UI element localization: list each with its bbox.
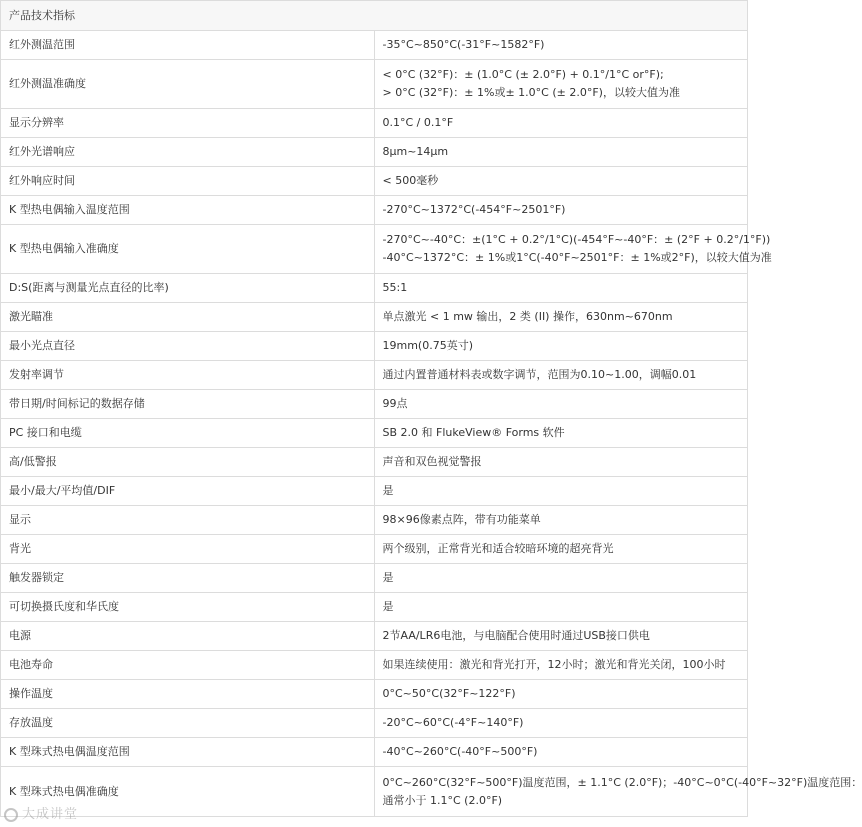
table-row [1, 767, 748, 817]
table-row [1, 622, 748, 651]
spec-value [374, 60, 748, 109]
table-row [1, 680, 748, 709]
table-row [1, 196, 748, 225]
spec-value-line: < 500毫秒 [382, 174, 439, 187]
spec-value-line: 是 [382, 600, 394, 613]
spec-value-line: 8μm~14μm [382, 145, 449, 158]
spec-label: PC 接口和电缆 [1, 419, 375, 448]
spec-value-line: 99点 [382, 397, 408, 410]
spec-value [374, 196, 748, 225]
spec-label: K 型热电偶输入温度范围 [1, 196, 375, 225]
spec-value-line: 单点激光 < 1 mw 输出，2 类 (II) 操作，630nm~670nm [382, 310, 673, 323]
spec-label: 电源 [1, 622, 375, 651]
spec-label: 最小光点直径 [1, 332, 375, 361]
spec-label: D:S(距离与测量光点直径的比率) [1, 274, 375, 303]
spec-value-line: 2节AA/LR6电池，与电脑配合使用时通过USB接口供电 [382, 629, 650, 642]
spec-value-line: 98×96像素点阵，带有功能菜单 [382, 513, 541, 526]
spec-label: K 型珠式热电偶准确度 [1, 767, 375, 817]
table-row [1, 535, 748, 564]
spec-value [374, 361, 748, 390]
spec-label: 操作温度 [1, 680, 375, 709]
spec-value [374, 767, 862, 817]
spec-value [374, 564, 748, 593]
table-row [1, 477, 748, 506]
spec-value [374, 477, 748, 506]
spec-value-line: 通常小于 1.1°C (2.0°F) [382, 793, 503, 807]
spec-value-line: -270°C~1372°C(-454°F~2501°F) [382, 203, 566, 216]
spec-label: 带日期/时间标记的数据存储 [1, 390, 375, 419]
watermark-text: 大成讲堂 [22, 807, 79, 822]
spec-value-line: 如果连续使用：激光和背光打开，12小时；激光和背光关闭，100小时 [382, 658, 726, 671]
spec-label: 最小/最大/平均值/DIF [1, 477, 375, 506]
spec-value-line: 是 [382, 484, 394, 497]
spec-value [374, 680, 748, 709]
spec-value [374, 448, 748, 477]
spec-label: 发射率调节 [1, 361, 375, 390]
spec-label: 可切换摄氏度和华氏度 [1, 593, 375, 622]
spec-value [374, 738, 748, 767]
table-row [1, 109, 748, 138]
spec-value [374, 225, 772, 274]
table-row [1, 738, 748, 767]
spec-label: 显示 [1, 506, 375, 535]
spec-value [374, 506, 748, 535]
spec-value-line: 55:1 [382, 281, 408, 294]
spec-value-line: -35°C~850°C(-31°F~1582°F) [382, 38, 545, 51]
watermark-logo-icon [4, 808, 18, 822]
spec-value-line: -20°C~60°C(-4°F~140°F) [382, 716, 524, 729]
table-row [1, 419, 748, 448]
table-row [1, 390, 748, 419]
table-row [1, 593, 748, 622]
table-row [1, 506, 748, 535]
spec-value-line: 两个级别，正常背光和适合较暗环境的超亮背光 [382, 542, 614, 555]
spec-value [374, 138, 748, 167]
spec-value [374, 419, 748, 448]
spec-value-line: > 0°C (32°F)：± 1%或± 1.0°C (± 2.0°F)，以较大值为准 [382, 86, 680, 99]
table-row [1, 448, 748, 477]
table-row [1, 709, 748, 738]
spec-value-line: 0°C~50°C(32°F~122°F) [382, 687, 516, 700]
spec-label: 红外测温准确度 [1, 60, 375, 109]
table-row [1, 138, 748, 167]
table-row [1, 332, 748, 361]
spec-value [374, 622, 748, 651]
spec-value [374, 332, 748, 361]
spec-label: 激光瞄准 [1, 303, 375, 332]
table-row [1, 225, 748, 274]
spec-value [374, 274, 748, 303]
spec-value-line: 通过内置普通材料表或数字调节，范围为0.10~1.00，调幅0.01 [382, 368, 697, 381]
table-row [1, 60, 748, 109]
table-row [1, 651, 748, 680]
table-header: 产品技术指标 [1, 1, 748, 31]
spec-value [374, 593, 748, 622]
table-row [1, 31, 748, 60]
spec-label: 背光 [1, 535, 375, 564]
spec-label: 红外响应时间 [1, 167, 375, 196]
spec-label: K 型热电偶输入准确度 [1, 225, 375, 274]
spec-value [374, 535, 748, 564]
table-row [1, 303, 748, 332]
spec-value-line: SB 2.0 和 FlukeView® Forms 软件 [382, 426, 565, 439]
table-row [1, 274, 748, 303]
spec-value [374, 31, 748, 60]
spec-value [374, 651, 748, 680]
spec-value-line: 0.1°C / 0.1°F [382, 116, 454, 129]
spec-value-line: -270°C~-40°C：±(1°C + 0.2°/1°C)(-454°F~-40°F：± (2°F + 0.2°/1°F)) [382, 233, 771, 246]
spec-value [374, 167, 748, 196]
spec-label: 存放温度 [1, 709, 375, 738]
spec-value [374, 709, 748, 738]
table-row [1, 167, 748, 196]
spec-label: K 型珠式热电偶温度范围 [1, 738, 375, 767]
watermark [4, 803, 78, 822]
spec-label: 红外测温范围 [1, 31, 375, 60]
spec-value [374, 303, 748, 332]
table-row [1, 564, 748, 593]
spec-value-line: -40°C~260°C(-40°F~500°F) [382, 745, 538, 758]
spec-label: 显示分辨率 [1, 109, 375, 138]
spec-label: 红外光谱响应 [1, 138, 375, 167]
spec-value [374, 390, 748, 419]
spec-value-line: 是 [382, 571, 394, 584]
table-row [1, 361, 748, 390]
spec-value-line: < 0°C (32°F)：± (1.0°C (± 2.0°F) + 0.1°/1°C or°F); [382, 68, 664, 81]
spec-label: 电池寿命 [1, 651, 375, 680]
spec-value-line: 0°C~260°C(32°F~500°F)温度范围，± 1.1°C (2.0°F)；-40°C~0°C(-40°F~32°F)温度范围： [382, 775, 862, 789]
spec-value [374, 109, 748, 138]
table-header-row [1, 1, 748, 31]
spec-label: 触发器锁定 [1, 564, 375, 593]
spec-value-line: 声音和双色视觉警报 [382, 455, 482, 468]
spec-value-line: 19mm(0.75英寸) [382, 339, 474, 352]
spec-label: 高/低警报 [1, 448, 375, 477]
spec-value-line: -40°C~1372°C：± 1%或1°C(-40°F~2501°F：± 1%或2°F)，以较大值为准 [382, 251, 772, 264]
